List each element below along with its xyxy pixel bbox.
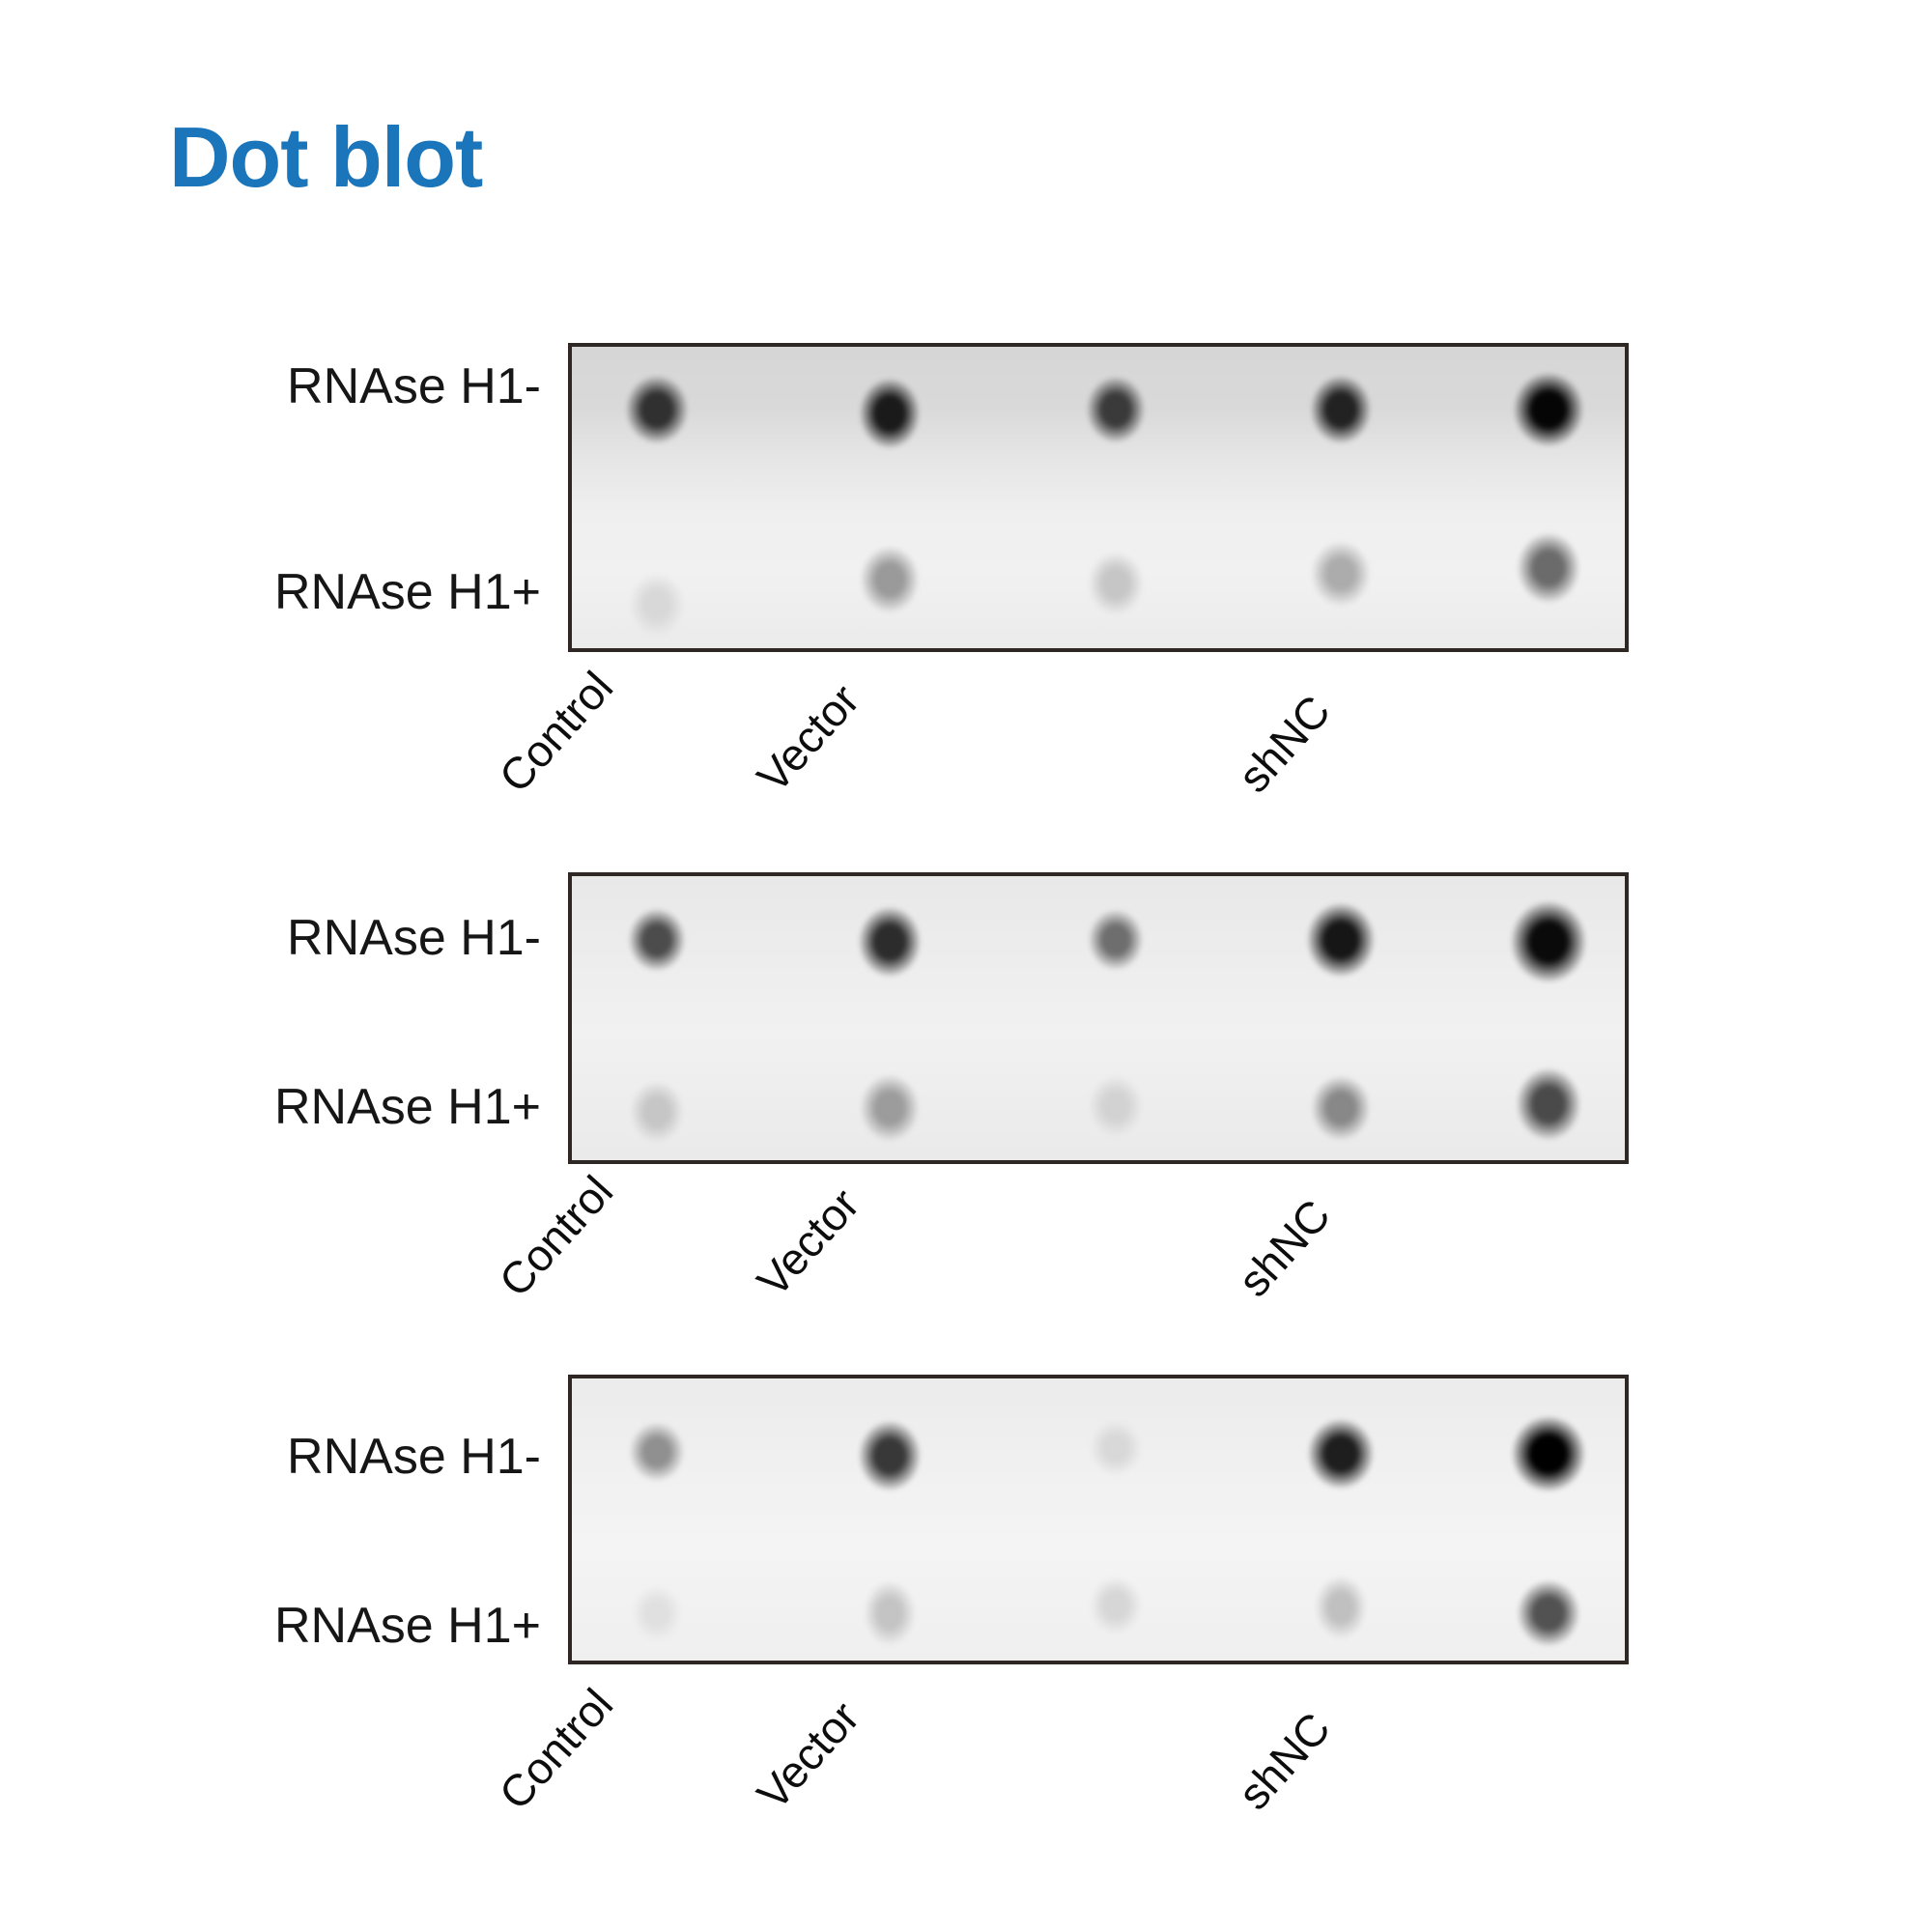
dot-blot-replicate-3-row2-col4 xyxy=(1315,1576,1367,1639)
dot-blot-replicate-3-row1-col5 xyxy=(1511,1415,1586,1492)
dot-blot-replicate-3-row1-col4 xyxy=(1307,1418,1375,1490)
row-label-blot-replicate-1-rnaseh1-plus: RNAse H1+ xyxy=(274,564,541,620)
row-label-blot-replicate-2-rnaseh1-plus: RNAse H1+ xyxy=(274,1079,541,1135)
dot-blot-replicate-1-row1-col1 xyxy=(625,375,689,444)
dot-blot-replicate-3-row1-col1 xyxy=(629,1422,685,1482)
dot-blot-replicate-2-row1-col1 xyxy=(628,908,686,972)
dot-blot-replicate-3-row2-col5 xyxy=(1517,1579,1580,1647)
dot-blot-replicate-2-row1-col2 xyxy=(858,906,922,978)
col-label-blot-replicate-2-vector: Vector xyxy=(747,1179,869,1306)
dot-blot-replicate-2-row1-col3 xyxy=(1088,909,1144,971)
dot-blot-replicate-2-row2-col4 xyxy=(1311,1075,1371,1141)
dot-blot-replicate-3-row1-col2 xyxy=(858,1420,922,1492)
dot-blot-replicate-1-row2-col4 xyxy=(1311,541,1371,607)
dot-blot-replicate-3-row2-col2 xyxy=(864,1580,916,1646)
dot-blot-replicate-2-row1-col4 xyxy=(1306,902,1376,978)
row-label-blot-replicate-2-rnaseh1-minus: RNAse H1- xyxy=(287,910,541,966)
blot-panel-1 xyxy=(568,343,1629,652)
col-label-blot-replicate-3-control: Control xyxy=(489,1678,623,1819)
row-label-blot-replicate-3-rnaseh1-minus: RNAse H1- xyxy=(287,1429,541,1485)
col-label-blot-replicate-2-shnc: shNC xyxy=(1228,1189,1340,1306)
col-label-blot-replicate-1-vector: Vector xyxy=(747,674,869,802)
dot-blot-replicate-3-row1-col3 xyxy=(1090,1420,1142,1476)
dot-blot-replicate-1-row1-col3 xyxy=(1086,376,1146,443)
dot-blot-replicate-3-row2-col3 xyxy=(1090,1577,1142,1634)
dot-blot-replicate-1-row1-col4 xyxy=(1310,375,1372,444)
row-label-blot-replicate-1-rnaseh1-minus: RNAse H1- xyxy=(287,358,541,414)
row-label-blot-replicate-3-rnaseh1-plus: RNAse H1+ xyxy=(274,1598,541,1654)
dot-blot-replicate-2-row2-col5 xyxy=(1516,1067,1581,1141)
col-label-blot-replicate-2-control: Control xyxy=(489,1165,623,1306)
dot-blot-replicate-1-row1-col5 xyxy=(1513,372,1584,447)
dot-blot-replicate-2-row2-col3 xyxy=(1089,1075,1143,1137)
dot-blot-replicate-1-row2-col5 xyxy=(1517,532,1580,604)
col-label-blot-replicate-1-shnc: shNC xyxy=(1228,685,1340,802)
dot-blot-replicate-2-row1-col5 xyxy=(1510,900,1587,983)
col-label-blot-replicate-3-vector: Vector xyxy=(747,1691,869,1819)
blot-panel-3 xyxy=(568,1375,1629,1664)
blot-panel-2 xyxy=(568,872,1629,1164)
dot-blot-replicate-2-row2-col1 xyxy=(630,1081,684,1143)
dot-blot-replicate-1-row2-col2 xyxy=(860,546,920,613)
dot-blot-replicate-1-row2-col3 xyxy=(1088,552,1144,615)
figure-title: Dot blot xyxy=(169,109,483,205)
col-label-blot-replicate-3-shnc: shNC xyxy=(1228,1702,1340,1819)
col-label-blot-replicate-1-control: Control xyxy=(489,661,623,802)
dot-blot-replicate-1-row1-col2 xyxy=(859,378,921,449)
dot-blot-replicate-1-row2-col1 xyxy=(629,573,685,637)
dot-blot-replicate-3-row2-col1 xyxy=(632,1585,682,1641)
dot-blot-replicate-2-row2-col2 xyxy=(860,1074,920,1142)
